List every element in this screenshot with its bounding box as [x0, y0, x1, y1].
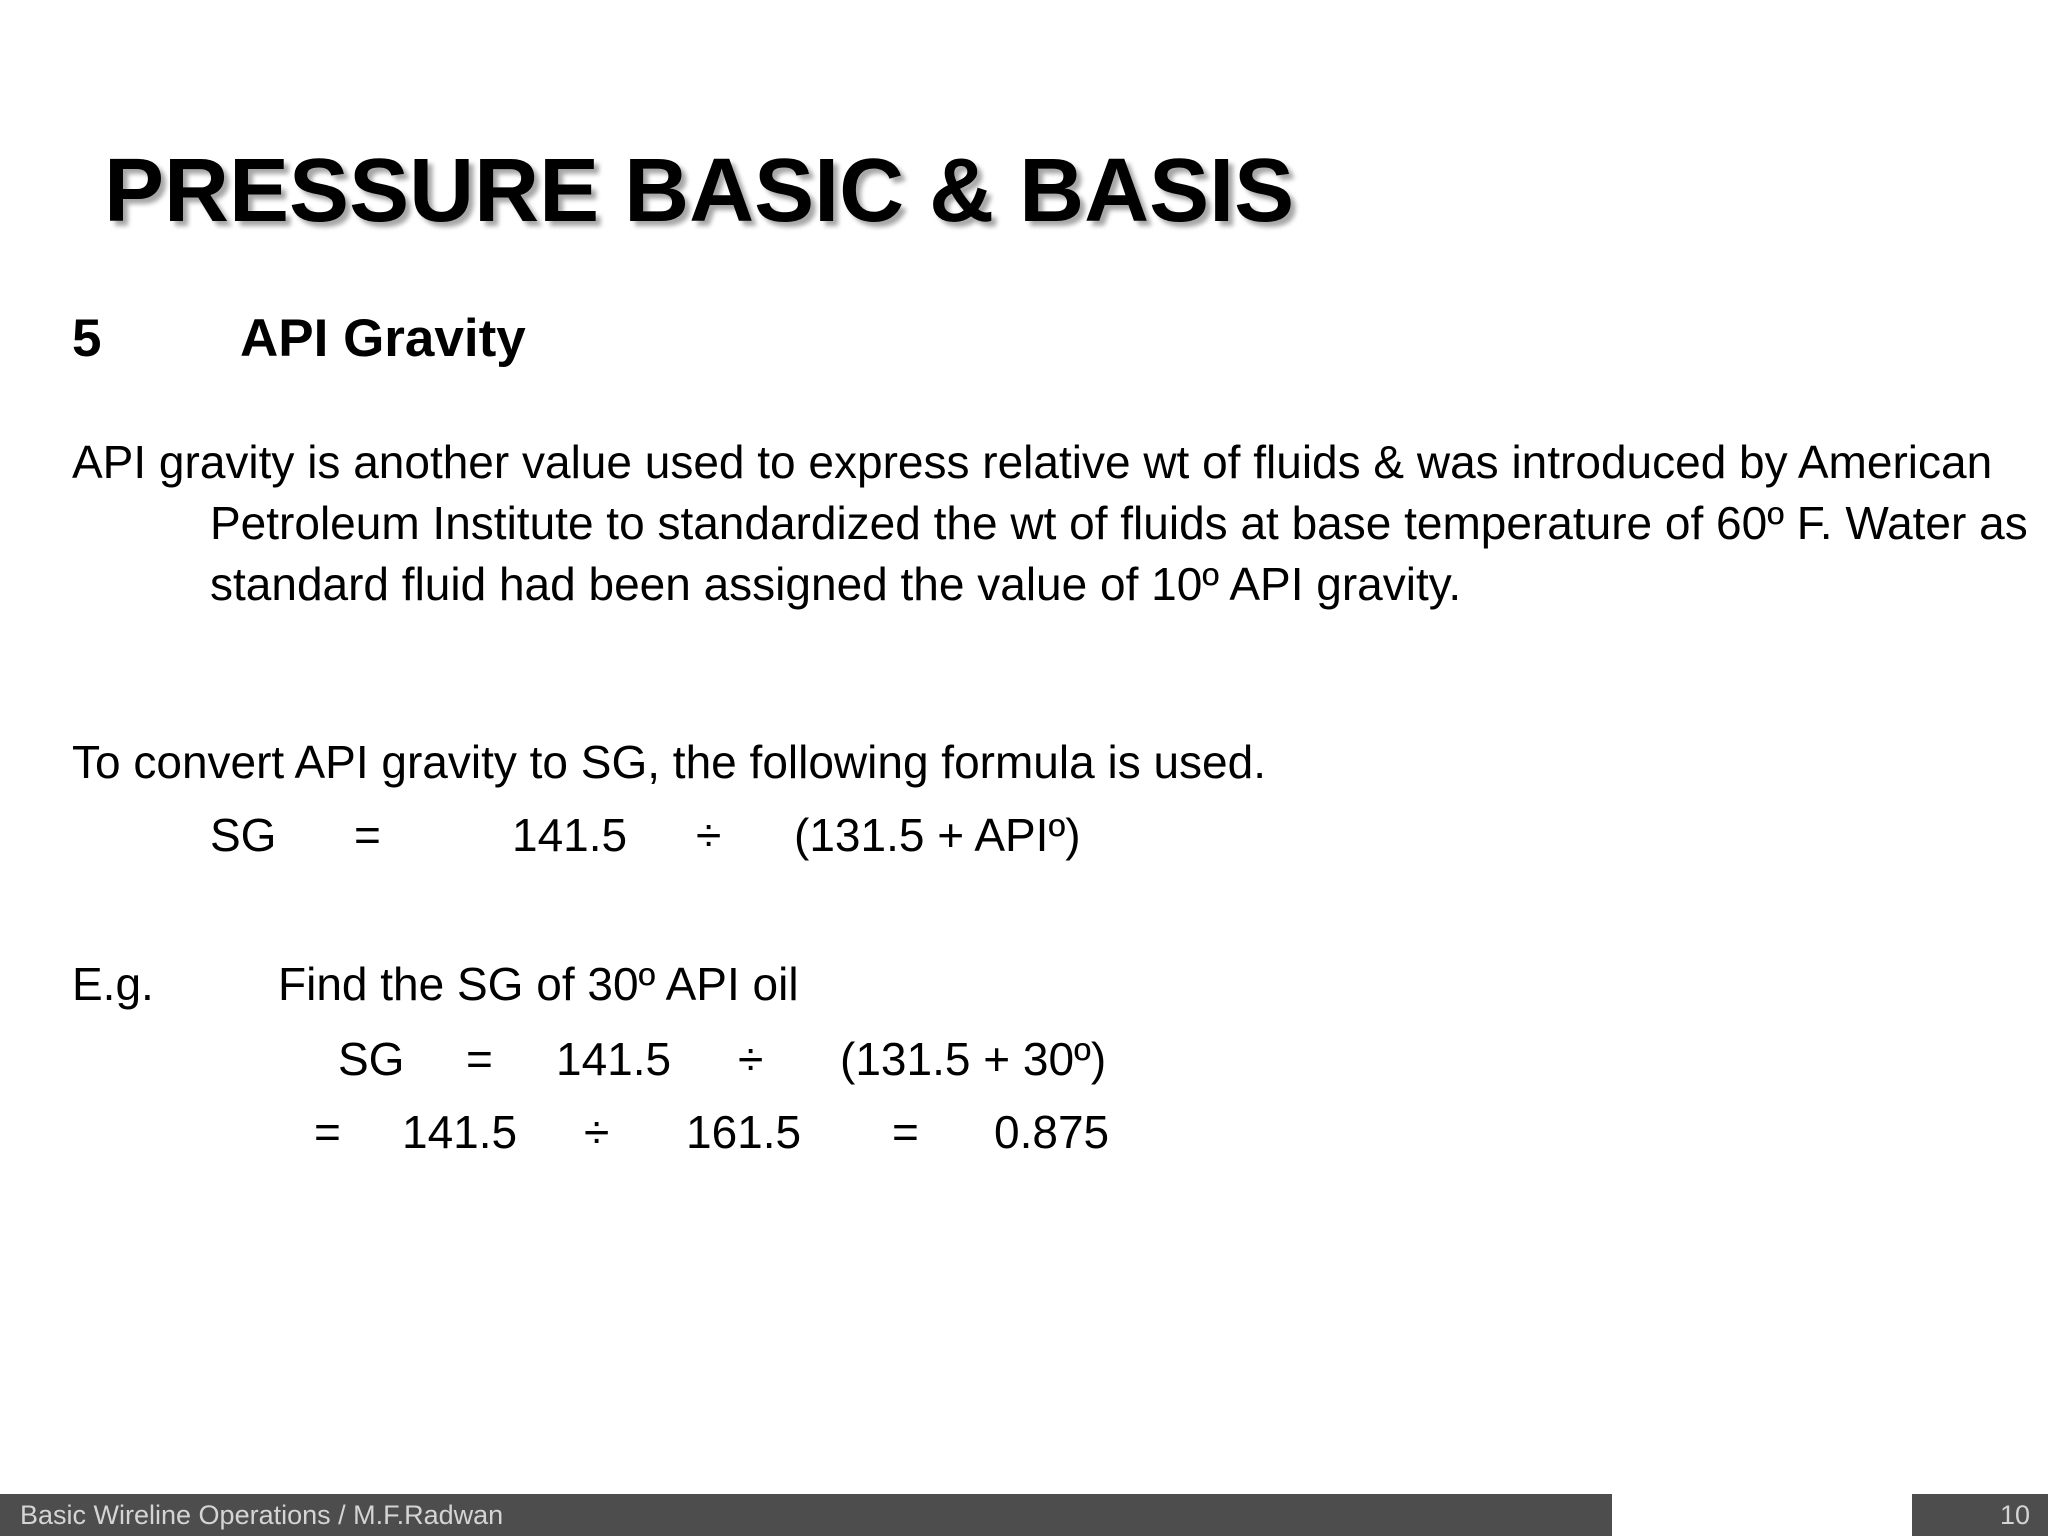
example-prompt: Find the SG of 30º API oil: [278, 958, 799, 1010]
example-step2-divide: ÷: [584, 1106, 610, 1158]
example-step1-equals: =: [466, 1033, 493, 1085]
formula-denominator: (131.5 + APIº): [794, 809, 1081, 861]
formula-numerator: 141.5: [512, 809, 628, 861]
example-step2-equals: =: [314, 1106, 341, 1158]
footer-bar: [0, 1494, 1612, 1536]
example-step1-numerator: 141.5: [556, 1033, 672, 1085]
footer-text: Basic Wireline Operations / M.F.Radwan: [20, 1500, 504, 1530]
example-step1-lhs: SG: [338, 1033, 405, 1085]
paragraph-api-gravity: API gravity is another value used to express relative wt of fluids & was introduced by American Petroleum Institute to standardized the wt of fluids at base temperature of 60º F. Water as standard fluid had been assigned the value of 10º API gravity.: [72, 436, 2028, 610]
example-step2-denominator: 161.5: [686, 1106, 802, 1158]
slide-title: PRESSURE BASIC & BASIS: [104, 141, 1295, 241]
formula-lhs: SG: [210, 809, 277, 861]
formula-divide: ÷: [696, 809, 722, 861]
page-number-box: [1912, 1494, 2048, 1536]
example-result: 0.875: [994, 1106, 1110, 1158]
section-number: 5: [72, 309, 102, 368]
example-step2-equals-2: =: [892, 1106, 919, 1158]
formula-equals: =: [354, 809, 381, 861]
page-number: 10: [1999, 1500, 2030, 1530]
section-title: API Gravity: [240, 309, 526, 368]
example-step2-numerator: 141.5: [402, 1106, 518, 1158]
paragraph-conversion: To convert API gravity to SG, the following formula is used.: [72, 736, 1267, 788]
example-step1-denominator: (131.5 + 30º): [840, 1033, 1107, 1085]
example-step1-divide: ÷: [738, 1033, 764, 1085]
example-label: E.g.: [72, 958, 154, 1010]
